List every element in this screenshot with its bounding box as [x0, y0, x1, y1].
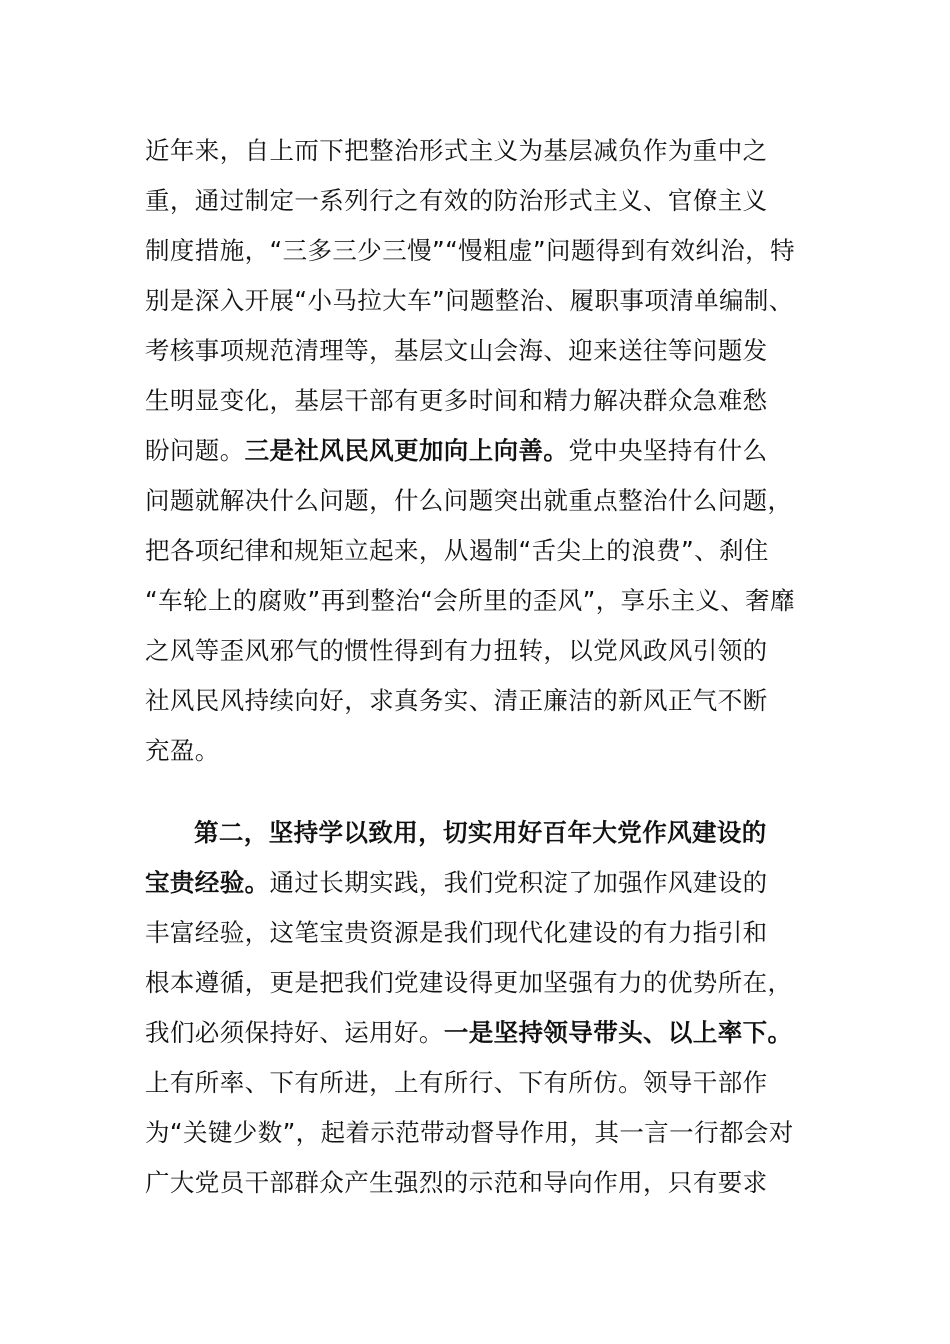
text-run: 广大党员干部群众产生强烈的示范和导向作用，只有要求	[145, 1168, 768, 1197]
paragraph-line	[145, 176, 807, 226]
text-run: “车轮上的腐败”再到整治“会所里的歪风”，享乐主义、奢靡	[145, 586, 795, 615]
text-run: 生明显变化，基层干部有更多时间和精力解决群众急难愁	[145, 386, 768, 415]
paragraph-line	[145, 476, 807, 526]
paragraph-2	[145, 808, 807, 1208]
paragraph-line	[145, 426, 807, 476]
text-run: 别是深入开展“小马拉大车”问题整治、履职事项清单编制、	[145, 286, 794, 315]
paragraph-line	[145, 576, 807, 626]
paragraph-line	[145, 326, 807, 376]
paragraph-line	[145, 1008, 807, 1058]
text-run: 近年来，自上而下把整治形式主义为基层减负作为重中之	[145, 136, 768, 165]
paragraph-line	[145, 1058, 807, 1108]
paragraph-line	[145, 226, 807, 276]
bold-heading-run: 第二，坚持学以致用，切实用好百年大党作风建设的	[194, 818, 767, 847]
text-run: 问题就解决什么问题，什么问题突出就重点整治什么问题，	[145, 486, 793, 515]
paragraph-line	[145, 1158, 807, 1208]
text-run: 党中央坚持有什么	[568, 436, 768, 465]
text-run: 盼问题。	[145, 436, 245, 465]
text-run: 上有所率、下有所进，上有所行、下有所仿。领导干部作	[145, 1068, 768, 1097]
paragraph-line	[145, 808, 807, 858]
paragraph-line	[145, 126, 807, 176]
text-run: 充盈。	[145, 736, 220, 765]
bold-heading-run: 宝贵经验。	[145, 868, 270, 897]
paragraph-line	[145, 726, 807, 776]
paragraph-line	[145, 676, 807, 726]
text-run: 丰富经验，这笔宝贵资源是我们现代化建设的有力指引和	[145, 918, 768, 947]
text-run: 我们必须保持好、运用好。	[145, 1018, 444, 1047]
text-run: 制度措施，“三多三少三慢”“慢粗虚”问题得到有效纠治，特	[145, 236, 795, 265]
text-run: 重，通过制定一系列行之有效的防治形式主义、官僚主义	[145, 186, 768, 215]
text-run: 之风等歪风邪气的惯性得到有力扭转，以党风政风引领的	[145, 636, 768, 665]
paragraph-line	[145, 1108, 807, 1158]
text-run: 为“关键少数”，起着示范带动督导作用，其一言一行都会对	[145, 1118, 794, 1147]
bold-heading-run: 三是社风民风更加向上向善。	[244, 436, 569, 465]
text-run: 根本遵循，更是把我们党建设得更加坚强有力的优势所在，	[145, 968, 793, 997]
paragraph-line	[145, 526, 807, 576]
text-run: 把各项纪律和规矩立起来，从遏制“舌尖上的浪费”、刹住	[145, 536, 769, 565]
text-run: 考核事项规范清理等，基层文山会海、迎来送往等问题发	[145, 336, 768, 365]
paragraph-line	[145, 908, 807, 958]
paragraph-line	[145, 626, 807, 676]
paragraph-line	[145, 376, 807, 426]
paragraph-line	[145, 276, 807, 326]
paragraph-1	[145, 126, 807, 776]
text-run: 通过长期实践，我们党积淀了加强作风建设的	[269, 868, 768, 897]
paragraph-line	[145, 958, 807, 1008]
paragraph-line	[145, 858, 807, 908]
bold-heading-run: 一是坚持领导带头、以上率下。	[443, 1018, 793, 1047]
text-run: 社风民风持续向好，求真务实、清正廉洁的新风正气不断	[145, 686, 768, 715]
